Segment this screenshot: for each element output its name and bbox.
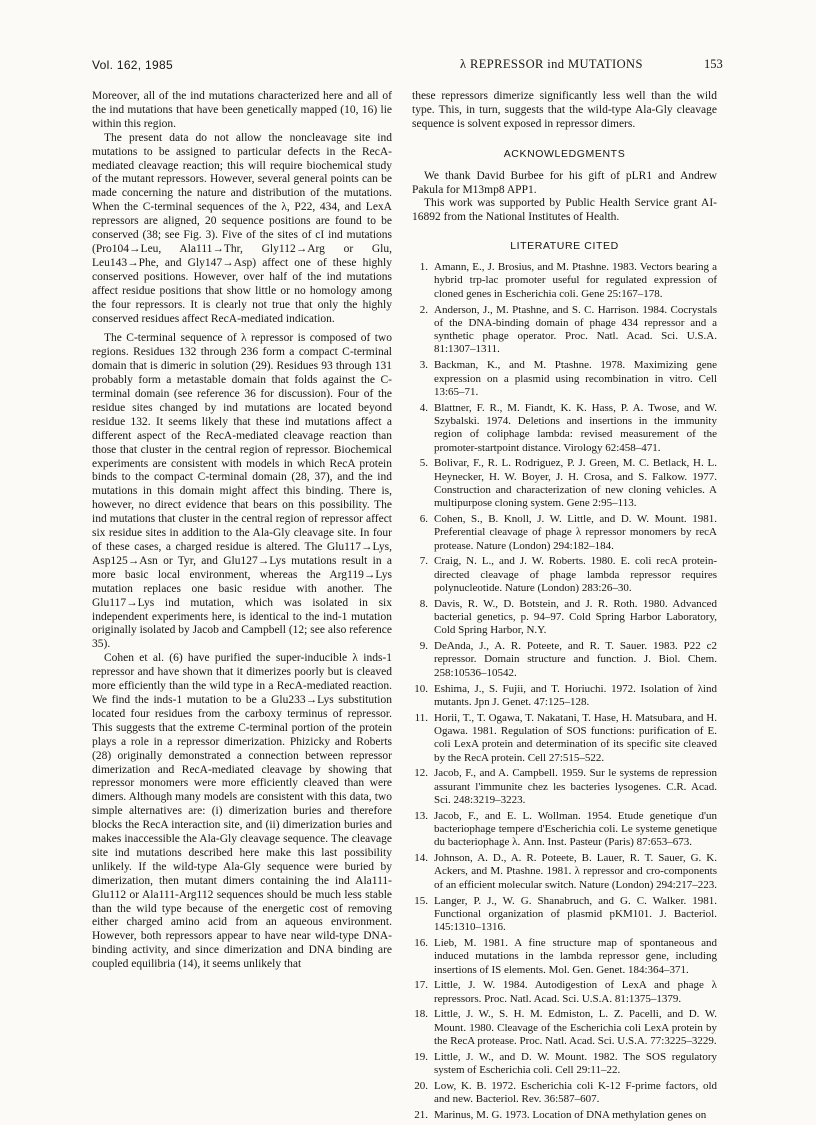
- reference-item: [412, 359, 717, 399]
- body-paragraph: Cohen et al. (6) have purified the super-inducible λ inds-1 repressor and have shown that it dimerizes poorly but is cleaved more efficiently than the wild type in a RecA-mediated reaction. We find the inds-1 mutation to be a Glu233→Lys substitution located four residues from the carboxy terminus of repressor. This suggests that the extreme C-terminal portion of the protein plays a role in a repressor dimerization. Phizicky and Roberts (28) originally demonstrated a connection between repressor dimerization and RecA-mediated cleavage by showing that repressor monomers were more efficiently cleaved than were dimers. Although many models are consistent with this data, two simple alternatives are: (i) dimerization buries and therefore blocks the RecA interaction site, and (ii) dimerization buries and makes inaccessible the Ala-Gly cleavage sequence. The cleavage site ind mutations described here make this last possibility unlikely. If the wild-type Ala-Gly sequence were buried by dimerization, then mutant dimers containing the ind Ala111-Glu112 or Ala111-Arg112 sequences should be much less stable than the wild type because of the energetic cost of removing either charged amino acid from an aqueous environment. However, both repressors appear to have near wild-type DNA-binding activity, and since dimerization and DNA binding are coupled equilibria (14), it seems unlikely that: [92, 652, 392, 971]
- references-heading: LITERATURE CITED: [510, 240, 619, 253]
- reference-number: 7.: [419, 555, 428, 568]
- reference-item: [412, 1051, 717, 1078]
- reference-number: 21.: [414, 1108, 428, 1121]
- reference-text: Marinus, M. G. 1973. Location of DNA methylation genes on: [434, 1108, 707, 1121]
- reference-item: [412, 1109, 717, 1122]
- body-paragraph: The C-terminal sequence of λ repressor is composed of two regions. Residues 132 through 236 form a compact C-terminal domain that is dimeric in solution (29). Residues 93 through 131 probably form a metastable domain that folds against the C-terminal domain (see reference 36 for discussion). Four of the residue sites changed by ind mutations are located beyond residue 132. It seems likely that these ind mutations affect a different aspect of the RecA-mediated cleavage reaction than those that cluster in the central region of repressor. Biochemical experiments are consistent with models in which RecA protein binds to the compact C-terminal domain (28, 37), and the ind mutations in this domain might affect this binding. There is, however, no direct evidence that bears on this possibility. The ind mutations that cluster in the central region of repressor affect six residue sites in addition to the Ala-Gly cleavage site. In four of these cases, a charged residue is altered. The Glu117→Lys, Asp125→Asn or Tyr, and Glu127→Lys mutations result in a more basic local environment, whereas the Arg119→Lys mutation replaces one basic residue with another. The Glu117→Lys ind mutation, which was isolated in six independent experiments here, is identical to the ind-1 mutation originally isolated by Jacob and Campbell (12; see also reference 35).: [92, 332, 392, 651]
- page-number: 153: [704, 57, 723, 71]
- reference-number: 9.: [419, 640, 428, 653]
- reference-text: Anderson, J., M. Ptashne, and S. C. Harrison. 1984. Cocrystals of the DNA-binding domain of phage 434 repressor and a synthetic phage operator. Proc. Natl. Acad. Sci. U.S.A. 81:1307–1311.: [434, 303, 717, 356]
- reference-item: [412, 402, 717, 455]
- left-column: [92, 90, 392, 972]
- reference-text: Jacob, F., and A. Campbell. 1959. Sur le systems de repression assurant l'immunite chez les bacteries lysogenes. C.R. Acad. Sci. 248:3219–3223.: [434, 767, 717, 806]
- reference-item: [412, 304, 717, 357]
- reference-text: Little, J. W., and D. W. Mount. 1982. The SOS regulatory system of Escherichia coli. Cell 29:11–22.: [434, 1050, 717, 1077]
- reference-list: [412, 261, 717, 1122]
- reference-item: [412, 810, 717, 850]
- reference-number: 2.: [419, 303, 428, 316]
- reference-text: Davis, R. W., D. Botstein, and J. R. Roth. 1980. Advanced bacterial genetics, p. 94–97. Cold Spring Harbor Laboratory, Cold Spring Harbor, N.Y.: [434, 597, 717, 637]
- reference-text: Blattner, F. R., M. Fiandt, K. K. Hass, P. A. Twose, and W. Szybalski. 1974. Deletions and insertions in the immunity region of coliphage lambda: revised measurement of the promoter-startpoint distance. Virology 62:458–471.: [434, 401, 717, 454]
- acknowledgments-heading: ACKNOWLEDGMENTS: [503, 147, 626, 160]
- reference-item: [412, 852, 717, 892]
- reference-item: [412, 640, 717, 680]
- reference-item: [412, 712, 717, 765]
- page-header: [0, 0, 816, 90]
- reference-number: 19.: [414, 1050, 428, 1063]
- reference-text: Craig, N. L., and J. W. Roberts. 1980. E. coli recA protein-directed cleavage of phage lambda repressor requires polynucleotide. Nature (London) 283:26–30.: [434, 555, 717, 594]
- reference-number: 3.: [419, 359, 428, 372]
- reference-number: 4.: [419, 401, 428, 414]
- reference-number: 11.: [414, 711, 428, 724]
- reference-item: [412, 937, 717, 977]
- reference-number: 17.: [414, 979, 428, 992]
- reference-number: 14.: [414, 852, 428, 865]
- reference-item: [412, 683, 717, 710]
- reference-item: [412, 513, 717, 553]
- reference-number: 8.: [419, 597, 428, 610]
- body-paragraph: Moreover, all of the ind mutations characterized here and all of the ind mutations that have been genetically mapped (10, 16) lie within this region.: [92, 90, 392, 130]
- reference-text: Eshima, J., S. Fujii, and T. Horiuchi. 1972. Isolation of λind mutants. Jpn J. Genet. 47:125–128.: [434, 682, 717, 708]
- reference-text: Jacob, F., and E. L. Wollman. 1954. Etude genetique d'un bacteriophage tempere d'Escherichia coli. Le systeme genetique du bacteriophage λ. Ann. Inst. Pasteur (Paris) 87:653–673.: [434, 809, 717, 849]
- reference-item: [412, 457, 717, 510]
- reference-text: DeAnda, J., A. R. Poteete, and R. T. Sauer. 1983. P22 c2 repressor. Domain structure and function. J. Biol. Chem. 258:10536–10542.: [434, 640, 717, 679]
- reference-text: Langer, P. J., W. G. Shanabruch, and G. C. Walker. 1981. Functional organization of plasmid pKM101. J. Bacteriol. 145:1310–1316.: [434, 894, 717, 934]
- reference-item: [412, 767, 717, 807]
- reference-number: 10.: [414, 682, 428, 695]
- running-title: λ REPRESSOR ind MUTATIONS: [460, 57, 643, 71]
- reference-item: [412, 1008, 717, 1048]
- reference-text: Low, K. B. 1972. Escherichia coli K-12 F-prime factors, old and new. Bacteriol. Rev. 36:587–607.: [434, 1079, 717, 1106]
- reference-number: 20.: [414, 1079, 428, 1092]
- reference-item: [412, 261, 717, 301]
- reference-item: [412, 598, 717, 638]
- body-paragraph: these repressors dimerize significantly less well than the wild type. This, in turn, suggests that the wild-type Ala-Gly cleavage sequence is solvent exposed in repressor dimers.: [412, 90, 717, 130]
- reference-number: 15.: [414, 894, 428, 907]
- reference-number: 5.: [419, 457, 428, 470]
- reference-text: Lieb, M. 1981. A fine structure map of spontaneous and induced mutations in the lambda repressor gene, including insertions of IS elements. Mol. Gen. Genet. 184:364–371.: [434, 936, 717, 976]
- reference-number: 18.: [414, 1008, 428, 1021]
- reference-number: 6.: [419, 513, 428, 525]
- reference-item: [412, 979, 717, 1006]
- reference-number: 16.: [414, 936, 428, 949]
- reference-text: Amann, E., J. Brosius, and M. Ptashne. 1983. Vectors bearing a hybrid trp-lac promoter useful for regulated expression of cloned genes in Escherichia coli. Gene 25:167–178.: [434, 261, 717, 300]
- reference-item: [412, 1080, 717, 1107]
- reference-text: Little, J. W., S. H. M. Edmiston, L. Z. Pacelli, and D. W. Mount. 1980. Cleavage of the Escherichia coli LexA protein by the RecA protease. Proc. Natl. Acad. Sci. U.S.A. 77:3225–3229.: [434, 1008, 717, 1047]
- reference-text: Little, J. W. 1984. Autodigestion of LexA and phage λ repressors. Proc. Natl. Acad. Sci. U.S.A. 81:1375–1379.: [434, 979, 717, 1005]
- reference-number: 1.: [419, 261, 428, 274]
- acknowledgment-text: We thank David Burbee for his gift of pLR1 and Andrew Pakula for M13mp8 APP1.: [412, 169, 717, 196]
- reference-text: Bolivar, F., R. L. Rodriguez, P. J. Green, M. C. Betlack, H. L. Heynecker, H. W. Boyer, J. H. Crosa, and S. Falkow. 1977. Construction and characterization of new cloning vehicles. A multipurpose cloning system. Gene 2:95–113.: [434, 457, 717, 510]
- body-paragraph: The present data do not allow the noncleavage site ind mutations to be assigned to particular defects in the RecA-mediated cleavage reaction; this will require biochemical study of the mutant repressors. However, several general points can be made concerning the nature and distribution of the mutations. When the C-terminal sequences of the λ, P22, 434, and LexA repressors are aligned, 20 sequence positions are found to be conserved (38; see Fig. 3). Five of the sites of cI ind mutations (Pro104→Leu, Ala111→Thr, Gly112→Arg or Glu, Leu143→Phe, and Gly147→Asp) affect one of these highly conserved positions. However, over half of the ind mutations affect residue positions that show little or no homology among the four repressors. It is clearly not true that only the highly conserved residues affect RecA-mediated indication.: [92, 131, 392, 325]
- reference-text: Cohen, S., B. Knoll, J. W. Little, and D. W. Mount. 1981. Preferential cleavage of phage λ repressor monomers by recA protease. Nature (London) 294:182–184.: [434, 513, 717, 552]
- reference-item: [412, 895, 717, 935]
- reference-number: 13.: [414, 809, 428, 822]
- acknowledgment-text: This work was supported by Public Health Service grant AI-16892 from the National Institutes of Health.: [412, 197, 717, 224]
- reference-text: Backman, K., and M. Ptashne. 1978. Maximizing gene expression on a plasmid using recombination in vitro. Cell 13:65–71.: [434, 359, 717, 398]
- journal-volume: Vol. 162, 1985: [92, 58, 173, 72]
- right-column: [412, 90, 717, 1125]
- reference-text: Johnson, A. D., A. R. Poteete, B. Lauer, R. T. Sauer, G. K. Ackers, and M. Ptashne. 1981. λ repressor and cro-components of an efficient molecular switch. Nature (London) 294:217–223.: [434, 852, 717, 891]
- reference-text: Horii, T., T. Ogawa, T. Nakatani, T. Hase, H. Matsubara, and H. Ogawa. 1981. Regulation of SOS functions: purification of E. coli LexA protein and determination of its specific site cleaved by the RecA protein. Cell 27:515–522.: [434, 711, 717, 764]
- reference-item: [412, 555, 717, 595]
- reference-number: 12.: [414, 767, 428, 780]
